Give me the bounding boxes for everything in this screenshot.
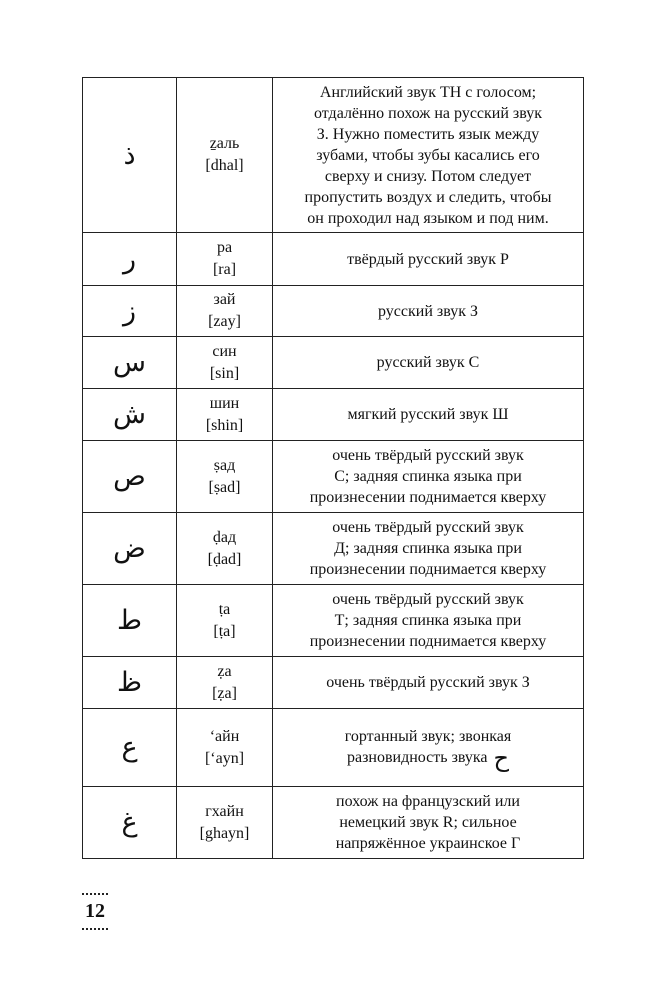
table-row [83, 78, 584, 233]
letter-transliteration: [shin] [205, 416, 244, 434]
letter-name: ṣад [213, 456, 236, 474]
description-line-text: гортанный звук; звонкая [344, 728, 512, 745]
description-line [273, 589, 583, 610]
description-line [273, 487, 583, 508]
description-line-text: зубами, чтобы зубы касались его [316, 146, 540, 164]
letter-transliteration: [dhal] [205, 157, 244, 174]
description-line-text: произнесении поднимается кверху [309, 489, 547, 506]
alphabet-table [82, 77, 584, 859]
description-line [273, 404, 583, 425]
letter-name: ẓа [217, 662, 232, 680]
pronunciation-description [273, 389, 584, 441]
description-line [273, 833, 583, 854]
pronunciation-description [273, 286, 584, 337]
table-row [83, 286, 584, 337]
letter-name-cell [177, 657, 273, 709]
description-line [273, 812, 583, 833]
letter-name-cell [177, 78, 273, 233]
letter-transliteration: [‘ayn] [204, 749, 245, 767]
letter-transliteration: [zay] [208, 313, 241, 330]
description-line-text: отдалённо похож на русский звук [313, 104, 543, 122]
letter-name-cell [177, 233, 273, 286]
description-line [273, 538, 583, 559]
letter-transliteration: [ghayn] [199, 824, 250, 842]
page-number-dots-top [82, 893, 108, 895]
letter-transliteration: [ra] [212, 261, 237, 278]
description-line-text: пропустить воздух и следить, чтобы [304, 188, 552, 206]
pronunciation-description [273, 233, 584, 286]
letter-name-cell [177, 513, 273, 585]
pronunciation-description [273, 513, 584, 585]
table-row [83, 787, 584, 859]
table-row [83, 657, 584, 709]
arabic-letter: ط [83, 585, 177, 657]
description-line-text: С; задняя спинка языка при [334, 468, 522, 485]
description-line [273, 208, 583, 229]
description-line-text: мягкий русский звук Ш [347, 406, 509, 423]
description-line-text: очень твёрдый русский звук [332, 591, 524, 608]
arabic-letter: ذ [83, 78, 177, 233]
page-number-dots-bottom [82, 928, 108, 930]
table-row [83, 337, 584, 389]
description-line-text: произнесении поднимается кверху [309, 633, 547, 650]
letter-name: ẕаль [209, 135, 240, 152]
description-line-text: русский звук С [376, 354, 480, 371]
letter-name: гхайн [205, 802, 244, 820]
letter-name-cell [177, 337, 273, 389]
description-line [273, 103, 583, 124]
description-line-text: немецкий звук R; сильное [339, 814, 517, 831]
description-line [273, 166, 583, 187]
letter-name-cell [177, 709, 273, 787]
description-line [273, 631, 583, 652]
description-line [273, 791, 583, 812]
description-line [273, 187, 583, 208]
pronunciation-description [273, 78, 584, 233]
description-line-text: Английский звук TH с голосом; [319, 83, 537, 101]
letter-name-cell [177, 286, 273, 337]
description-line-text: разновидность звука [346, 749, 488, 766]
description-line [273, 301, 583, 322]
arabic-letter: س [83, 337, 177, 389]
letter-name-cell [177, 441, 273, 513]
description-line [273, 145, 583, 166]
letter-name: зай [213, 291, 236, 308]
pronunciation-description [273, 441, 584, 513]
pronunciation-description [273, 337, 584, 389]
description-line [273, 466, 583, 487]
letter-transliteration: [ṭa] [213, 622, 236, 640]
arabic-letter: ع [83, 709, 177, 787]
description-line [273, 726, 583, 747]
letter-transliteration: [sin] [209, 364, 240, 382]
letter-name-cell [177, 585, 273, 657]
description-line-text: произнесении поднимается кверху [309, 561, 547, 578]
letter-name: ḍад [212, 528, 237, 546]
description-line [273, 249, 583, 270]
pronunciation-description [273, 657, 584, 709]
arabic-letter: ص [83, 441, 177, 513]
letter-name: шин [209, 394, 240, 412]
pronunciation-description [273, 709, 584, 787]
description-line [273, 124, 583, 145]
letter-transliteration: [ḍad] [207, 550, 242, 568]
letter-name: ра [216, 239, 233, 256]
letter-transliteration: [ẓa] [212, 684, 237, 702]
arabic-letter: ش [83, 389, 177, 441]
table-row [83, 709, 584, 787]
letter-name: син [212, 342, 237, 360]
arabic-letter: ض [83, 513, 177, 585]
table-row [83, 389, 584, 441]
page-number: 12 [85, 900, 105, 922]
arabic-letter: ظ [83, 657, 177, 709]
description-line-text: он проходил над языком и под ним. [307, 209, 549, 227]
pronunciation-description [273, 585, 584, 657]
arabic-letter: غ [83, 787, 177, 859]
inline-arabic-letter: ح [493, 744, 510, 772]
description-line-text: твёрдый русский звук Р [347, 250, 509, 268]
description-line [273, 672, 583, 693]
letter-transliteration: [ṣad] [208, 478, 241, 496]
description-line-text: З. Нужно поместить язык между [316, 125, 540, 143]
pronunciation-description [273, 787, 584, 859]
letter-name: ‘айн [209, 727, 240, 745]
description-line-text: Д; задняя спинка языка при [334, 540, 522, 557]
letter-name-cell [177, 389, 273, 441]
description-line-text: Т; задняя спинка языка при [334, 612, 522, 629]
description-line-text: очень твёрдый русский звук [332, 447, 524, 464]
description-line-text: русский звук З [377, 302, 478, 320]
description-line-text: похож на французский или [336, 793, 520, 810]
letter-name-cell [177, 787, 273, 859]
description-line [273, 445, 583, 466]
arabic-letter: ز [83, 286, 177, 337]
description-line [273, 744, 583, 772]
arabic-letter: ر [83, 233, 177, 286]
description-line [273, 352, 583, 373]
description-line-text: очень твёрдый русский звук З [326, 674, 530, 691]
table-row [83, 585, 584, 657]
description-line [273, 517, 583, 538]
letter-name: ṭа [218, 600, 231, 618]
table-row [83, 233, 584, 286]
description-line [273, 82, 583, 103]
description-line-text: напряжённое украинское Г [335, 835, 521, 852]
table-row [83, 441, 584, 513]
description-line-text: сверху и снизу. Потом следует [324, 167, 532, 185]
description-line-text: очень твёрдый русский звук [332, 519, 524, 536]
table-row [83, 513, 584, 585]
description-line [273, 610, 583, 631]
description-line [273, 559, 583, 580]
